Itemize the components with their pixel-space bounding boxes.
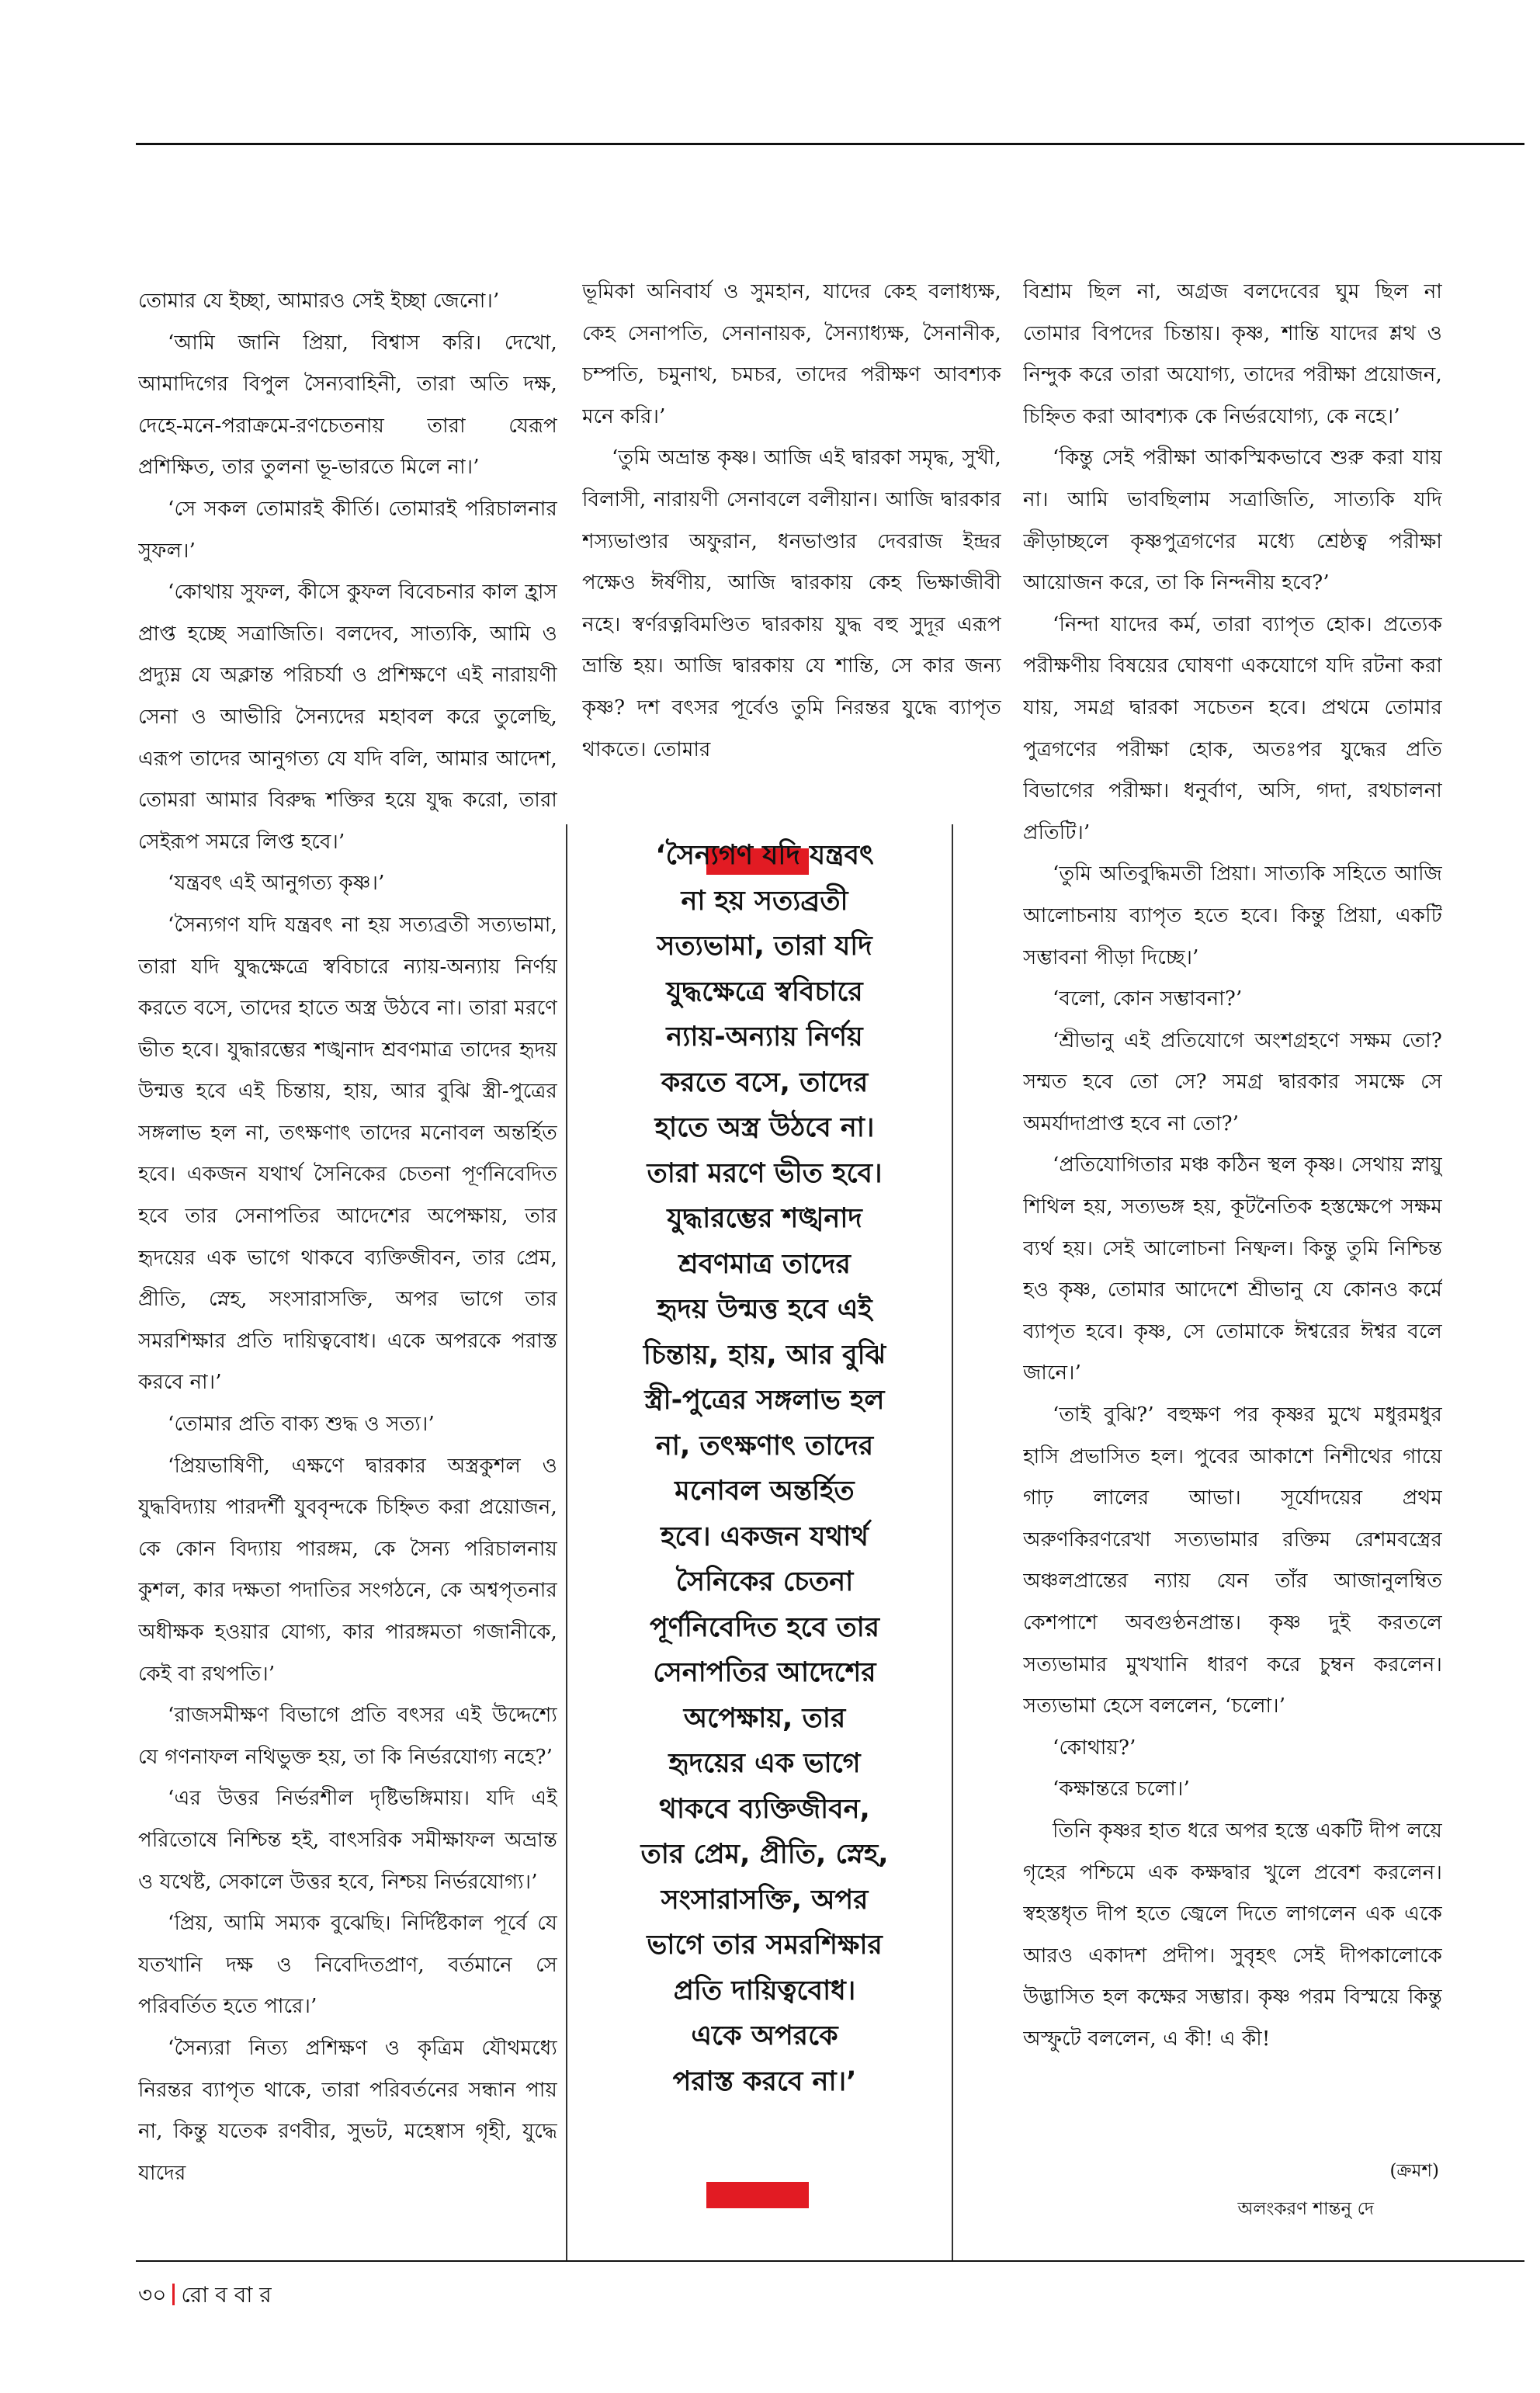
paragraph: ‘রাজসমীক্ষণ বিভাগে প্রতি বৎসর এই উদ্দেশ্যে যে গণনাফল নথিভুক্ত হয়, তা কি নির্ভরযোগ্য নহে?’ <box>138 1704 557 1769</box>
pullquote-line: ‘সৈন্যগণ যদি যন্ত্রবৎ <box>655 840 874 871</box>
pullquote-line: যুদ্ধক্ষেত্রে স্ববিচারে <box>666 976 863 1007</box>
pullquote-line: ন্যায়-অন্যায় নির্ণয় <box>666 1021 863 1053</box>
pullquote-line: পূর্ণনিবেদিত হবে তার <box>650 1611 879 1643</box>
paragraph: ‘যন্ত্রবৎ এই আনুগত্য কৃষ্ণ।’ <box>168 872 385 896</box>
paragraph: বিশ্রাম ছিল না, অগ্রজ বলদেবের ঘুম ছিল না তোমার বিপদের চিন্তায়। কৃষ্ণ, শান্তি যাদের শ্লথ ও নিন্দুক করে তারা অযোগ্য, তাদের পরীক্ষা প্রয়োজন, চিহ্নিত করা আবশ্যক কে নির্ভরযোগ্য, কে নহে।’ <box>1023 280 1442 428</box>
paragraph: ‘প্রিয়, আমি সম্যক বুঝেছি। নির্দিষ্টকাল পূর্বে যে যতখানি দক্ষ ও নিবেদিতপ্রাণ, বর্তমানে সে পরিবর্তিত হতে পারে।’ <box>138 1912 557 2019</box>
text-column-3 <box>1023 272 1442 2235</box>
pullquote-line: একে অপরকে <box>691 2020 838 2051</box>
folio <box>138 2278 272 2315</box>
text-column-1 <box>138 281 557 2245</box>
pullquote-line: না হয় সত্যব্রতী <box>681 885 848 917</box>
pullquote-line: স্ত্রী-পুত্রের সঙ্গলাভ হল <box>644 1385 885 1416</box>
pullquote-line: পরাস্ত করবে না।’ <box>672 2065 857 2097</box>
paragraph: ‘আমি জানি প্রিয়া, বিশ্বাস করি। দেখো, আমাদিগের বিপুল সৈন্যবাহিনী, তারা অতি দক্ষ, দেহে-মনে-পরাক্রমে-রণচেতনায় তারা যেরূপ প্রশিক্ষিত, তার তুলনা ভূ-ভারতে মিলে না।’ <box>138 331 557 480</box>
paragraph: তিনি কৃষ্ণর হাত ধরে অপর হস্তে একটি দীপ লয়ে গৃহের পশ্চিমে এক কক্ষদ্বার খুলে প্রবেশ করলেন। স্বহস্তধৃত দীপ হতে জ্বেলে দিতে লাগলেন এক একে আরও একাদশ প্রদীপ। সুবৃহৎ সেই দীপকালোকে উদ্ভাসিত হল কক্ষের সম্ভার। কৃষ্ণ পরম বিস্ময়ে কিন্তু অস্ফুটে বললেন, এ কী! এ কী! <box>1023 1819 1442 2051</box>
paragraph: ‘কক্ষান্তরে চলো।’ <box>1053 1777 1190 1802</box>
magazine-name: রো ব বা র <box>181 2282 272 2308</box>
pullquote-line: হৃদয়ের এক ভাগে <box>668 1748 861 1779</box>
pullquote-line: যুদ্ধারম্ভের শঙ্খনাদ <box>667 1203 862 1234</box>
paragraph: ‘সে সকল তোমারই কীর্তি। তোমারই পরিচালনার সুফল।’ <box>138 497 557 563</box>
pullquote <box>571 833 959 2104</box>
pullquote-line: অপেক্ষায়, তার <box>683 1702 846 1734</box>
paragraph: ‘তুমি অভ্রান্ত কৃষ্ণ। আজি এই দ্বারকা সমৃদ্ধ, সুখী, বিলাসী, নারায়ণী সেনাবলে বলীয়ান। আজি দ্বারকার শস্যভাণ্ডার অফুরান, ধনভাণ্ডার দেবরাজ ইন্দ্রর পক্ষেও ঈর্ষণীয়, আজি দ্বারকায় কেহ ভিক্ষাজীবী নহে। স্বর্ণরত্নবিমণ্ডিত দ্বারকায় যুদ্ধ বহু সুদূর এরূপ ভ্রান্তি হয়। আজি দ্বারকায় যে শান্তি, সে কার জন্য কৃষ্ণ? দশ বৎসর পূর্বেও তুমি নিরন্তর যুদ্ধে ব্যাপৃত থাকতে। তোমার <box>582 446 1001 761</box>
pullquote-line: তার প্রেম, প্রীতি, স্নেহ, <box>640 1839 889 1870</box>
paragraph: তোমার যে ইচ্ছা, আমারও সেই ইচ্ছা জেনো।’ <box>138 290 500 313</box>
pullquote-line: হবে। একজন যথার্থ <box>661 1521 869 1552</box>
pullquote-line: মনোবল অন্তর্হিত <box>675 1476 855 1507</box>
paragraph: ‘কোথায় সুফল, কীসে কুফল বিবেচনার কাল হ্রাস প্রাপ্ত হচ্ছে সত্রাজিতি। বলদেব, সাত্যকি, আমি ও প্রদ্যুম্ন যে অক্লান্ত পরিচর্যা ও প্রশিক্ষণে এই নারায়ণী সেনা ও আভীরি সৈন্যদের মহাবল করে তুলেছি, এরূপ তাদের আনুগত্য যে যদি বলি, আমার আদেশ, তোমরা আমার বিরুদ্ধ শক্তির হয়ে যুদ্ধ করো, তারা সেইরূপ সমরে লিপ্ত হবে।’ <box>138 581 557 854</box>
folio-separator <box>172 2284 175 2305</box>
illustration-credit: অলংকরণ শান্তনু দে <box>1237 2199 1374 2219</box>
top-rule <box>136 143 1524 145</box>
pullquote-line: থাকবে ব্যক্তিজীবন, <box>659 1793 870 1825</box>
pullquote-line: সৈনিকের চেতনা <box>675 1566 854 1597</box>
paragraph: ‘প্রতিযোগিতার মঞ্চ কঠিন স্থল কৃষ্ণ। সেথায় স্নায়ু শিথিল হয়, সত্যভঙ্গ হয়, কূটনৈতিক হস্তক্ষেপে সক্ষম ব্যর্থ হয়। সেই আলোচনা নিষ্ফল। কিন্তু তুমি নিশ্চিন্ত হও কৃষ্ণ, তোমার আদেশে শ্রীভানু যে কোনও কর্মে ব্যাপৃত হবে। কৃষ্ণ, সে তোমাকে ঈশ্বরের ঈশ্বর বলে জানে।’ <box>1023 1153 1442 1386</box>
pullquote-line: সত্যভামা, তারা যদি <box>657 931 872 962</box>
paragraph: ‘তোমার প্রতি বাক্য শুদ্ধ ও সত্য।’ <box>168 1413 435 1437</box>
pullquote-line: ভাগে তার সমরশিক্ষার <box>647 1930 883 1961</box>
page-number: ৩০ <box>138 2282 167 2308</box>
paragraph: ‘তাই বুঝি?’ বহুক্ষণ পর কৃষ্ণর মুখে মধুরমধুর হাসি প্রভাসিত হল। পুবের আকাশে নিশীথের গায়ে গাঢ় লালের আভা। সূর্যোদয়ের প্রথম অরুণকিরণরেখা সত্যভামার রক্তিম রেশমবস্ত্রের অঞ্চলপ্রান্তের ন্যায় যেন তাঁর আজানুলম্বিত কেশপাশে অবগুণ্ঠনপ্রান্ত। কৃষ্ণ দুই করতলে সত্যভামার মুখখানি ধারণ করে চুম্বন করলেন। সত্যভামা হেসে বললেন, ‘চলো।’ <box>1023 1403 1442 1718</box>
pullquote-line: হাতে অস্ত্র উঠবে না। <box>654 1112 875 1143</box>
continued-label: (ক্রমশ) <box>1389 2161 1439 2181</box>
paragraph: ‘তুমি অতিবুদ্ধিমতী প্রিয়া। সাত্যকি সহিতে আজি আলোচনায় ব্যাপৃত হতে হবে। কিন্তু প্রিয়া, একটি সম্ভাবনা পীড়া দিচ্ছে।’ <box>1023 862 1442 969</box>
pullquote-line: সেনাপতির আদেশের <box>653 1657 876 1688</box>
pullquote-left-rule <box>566 824 567 2260</box>
paragraph: ‘কিন্তু সেই পরীক্ষা আকস্মিকভাবে শুরু করা যায় না। আমি ভাবছিলাম সত্রাজিতি, সাত্যকি যদি ক্রীড়াচ্ছলে কৃষ্ণপুত্রগণের মধ্যে শ্রেষ্ঠত্ব পরীক্ষা আয়োজন করে, তা কি নিন্দনীয় হবে?’ <box>1023 446 1442 595</box>
pullquote-bottom-bar <box>706 2182 809 2208</box>
pullquote-line: শ্রবণমাত্র তাদের <box>678 1248 851 1280</box>
paragraph: ‘শ্রীভানু এই প্রতিযোগে অংশগ্রহণে সক্ষম তো? সম্মত হবে তো সে? সমগ্র দ্বারকার সমক্ষে সে অমর্যাদাপ্রাপ্ত হবে না তো?’ <box>1023 1028 1442 1136</box>
pullquote-line: সংসারাসক্তি, অপর <box>661 1884 869 1916</box>
paragraph: ভূমিকা অনিবার্য ও সুমহান, যাদের কেহ বলাধ্যক্ষ, কেহ সেনাপতি, সেনানায়ক, সৈন্যাধ্যক্ষ, সৈনানীক, চম্পতি, চমুনাথ, চমচর, তাদের পরীক্ষণ আবশ্যক মনে করি।’ <box>582 280 1001 428</box>
pullquote-line: করতে বসে, তাদের <box>661 1066 869 1098</box>
paragraph: ‘সৈন্যরা নিত্য প্রশিক্ষণ ও কৃত্রিম যৌথমধ্যে নিরন্তর ব্যাপৃত থাকে, তারা পরিবর্তনের সন্ধান পায় না, কিন্তু যতেক রণবীর, সুভট, মহেষ্বাস গৃহী, যুদ্ধে যাদের <box>138 2036 557 2185</box>
paragraph: ‘এর উত্তর নির্ভরশীল দৃষ্টিভঙ্গিমায়। যদি এই পরিতোষে নিশ্চিন্ত হই, বাৎসরিক সমীক্ষাফল অভ্রান্ত ও যথেষ্ট, সেকালে উত্তর হবে, নিশ্চয় নির্ভরযোগ্য।’ <box>138 1787 557 1894</box>
paragraph: ‘নিন্দা যাদের কর্ম, তারা ব্যাপৃত হোক। প্রত্যেক পরীক্ষণীয় বিষয়ের ঘোষণা একযোগে যদি রটনা করা যায়, সমগ্র দ্বারকা সচেতন হবে। প্রথমে তোমার পুত্রগণের পরীক্ষা হোক, অতঃপর যুদ্ধের প্রতি বিভাগের পরীক্ষা। ধনুর্বাণ, অসি, গদা, রথচালনা প্রতিটি।’ <box>1023 612 1442 844</box>
paragraph: ‘প্রিয়ভাষিণী, এক্ষণে দ্বারকার অস্ত্রকুশল ও যুদ্ধবিদ্যায় পারদর্শী যুববৃন্দকে চিহ্নিত করা প্রয়োজন, কে কোন বিদ্যায় পারঙ্গম, কে সৈন্য পরিচালনায় কুশল, কার দক্ষতা পদাতির সংগঠনে, কে অশ্বপৃতনার অধীক্ষক হওয়ার যোগ্য, কার পারঙ্গমতা গজানীকে, কেই বা রথপতি।’ <box>138 1454 557 1686</box>
pullquote-line: চিন্তায়, হায়, আর বুঝি <box>643 1339 886 1371</box>
paragraph: ‘কোথায়?’ <box>1053 1736 1136 1760</box>
pullquote-line: হৃদয় উন্মত্ত হবে এই <box>657 1294 872 1325</box>
pullquote-line: প্রতি দায়িত্ববোধ। <box>673 1975 856 2006</box>
paragraph: ‘বলো, কোন সম্ভাবনা?’ <box>1053 987 1243 1011</box>
pullquote-line: তারা মরণে ভীত হবে। <box>647 1157 883 1189</box>
pullquote-line: না, তৎক্ষণাৎ তাদের <box>655 1430 874 1462</box>
paragraph: ‘সৈন্যগণ যদি যন্ত্রবৎ না হয় সত্যব্রতী সত্যভামা, তারা যদি যুদ্ধক্ষেত্রে স্ববিচারে ন্যায়-অন্যায় নির্ণয় করতে বসে, তাদের হাতে অস্ত্র উঠবে না। তারা মরণে ভীত হবে। যুদ্ধারম্ভের শঙ্খনাদ শ্রবণমাত্র তাদের হৃদয় উন্মত্ত হবে এই চিন্তায়, হায়, আর বুঝি স্ত্রী-পুত্রের সঙ্গলাভ হল না, তৎক্ষণাৎ তাদের মনোবল অন্তর্হিত হবে। একজন যথার্থ সৈনিকের চেতনা পূর্ণনিবেদিত হবে তার সেনাপতির আদেশের অপেক্ষায়, তার হৃদয়ের এক ভাগে থাকবে ব্যক্তিজীবন, তার প্রেম, প্রীতি, স্নেহ, সংসারাসক্তি, অপর ভাগে তার সমরশিক্ষার প্রতি দায়িত্ববোধ। একে অপরকে পরাস্ত করবে না।’ <box>138 913 557 1395</box>
bottom-rule <box>136 2260 1524 2262</box>
